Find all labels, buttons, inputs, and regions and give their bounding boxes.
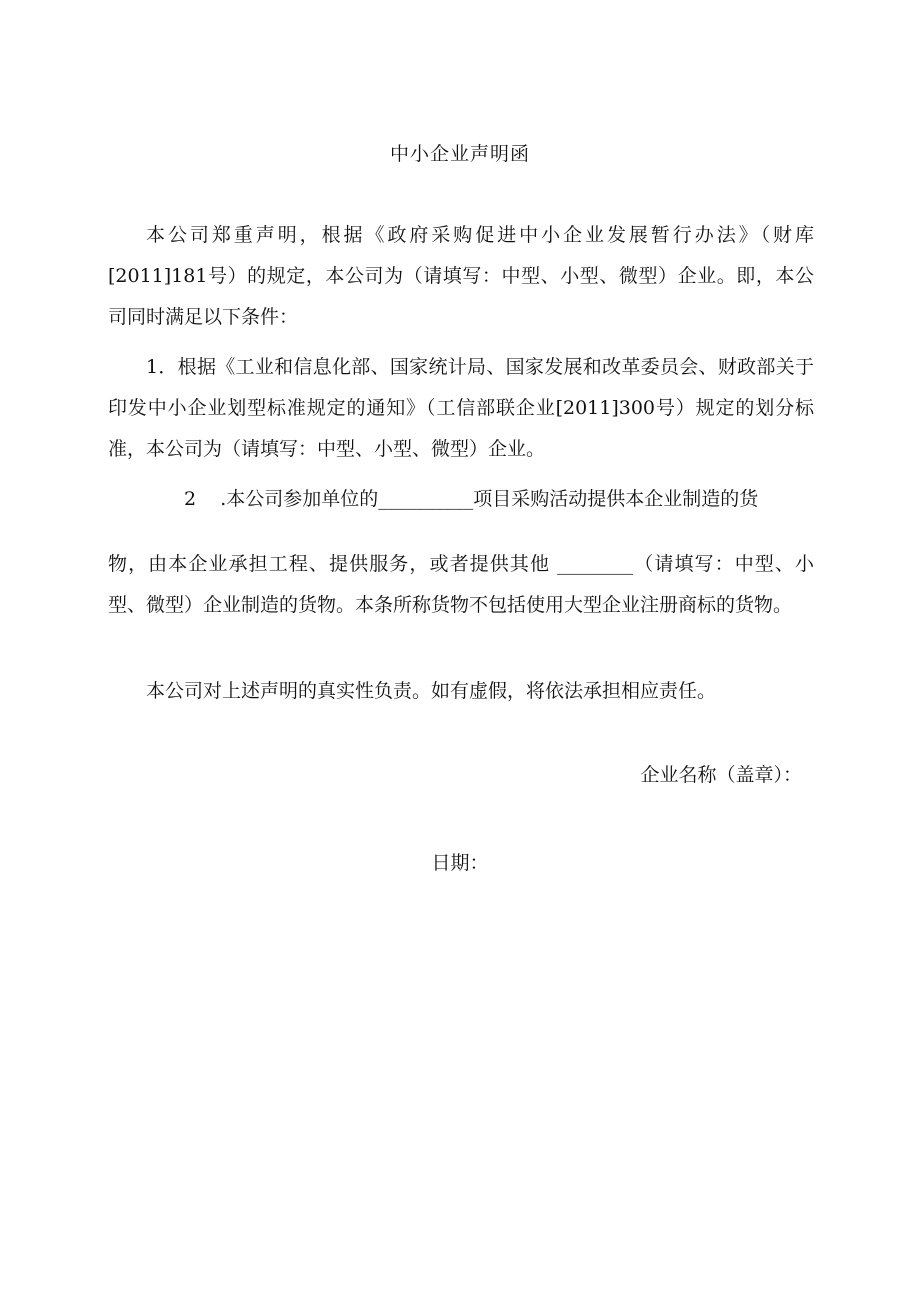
company-signature-label: 企业名称（盖章）： [640,764,802,786]
condition-2-text: 2 .本公司参加单位的__________项目采购活动提供本企业制造的货 [184,488,759,510]
condition-2-continuation-paragraph: 物，由本企业承担工程、提供服务，或者提供其他 ________（请填写：中型、小型、微型）企业制造的货物。本条所称货物不包括使用大型企业注册商标的货物。 [108,553,814,616]
condition-1-paragraph: 1．根据《工业和信息化部、国家统计局、国家发展和改革委员会、财政部关于印发中小企业划型标准规定的通知》（工信部联企业[2011]300号）规定的划分标准，本公司为（请填写：中型、小型、微型）企业。 [108,356,814,460]
responsibility-paragraph: 本公司对上述声明的真实性负责。如有虚假，将依法承担相应责任。 [146,680,717,702]
condition-2-paragraph [108,479,814,520]
document-title: 中小企业声明函 [389,143,530,165]
declaration-paragraph: 本公司郑重声明，根据《政府采购促进中小企业发展暂行办法》（财库[2011]181号）的规定，本公司为（请填写：中型、小型、微型）企业。即，本公司同时满足以下条件： [108,224,814,328]
date-label: 日期： [431,852,489,874]
